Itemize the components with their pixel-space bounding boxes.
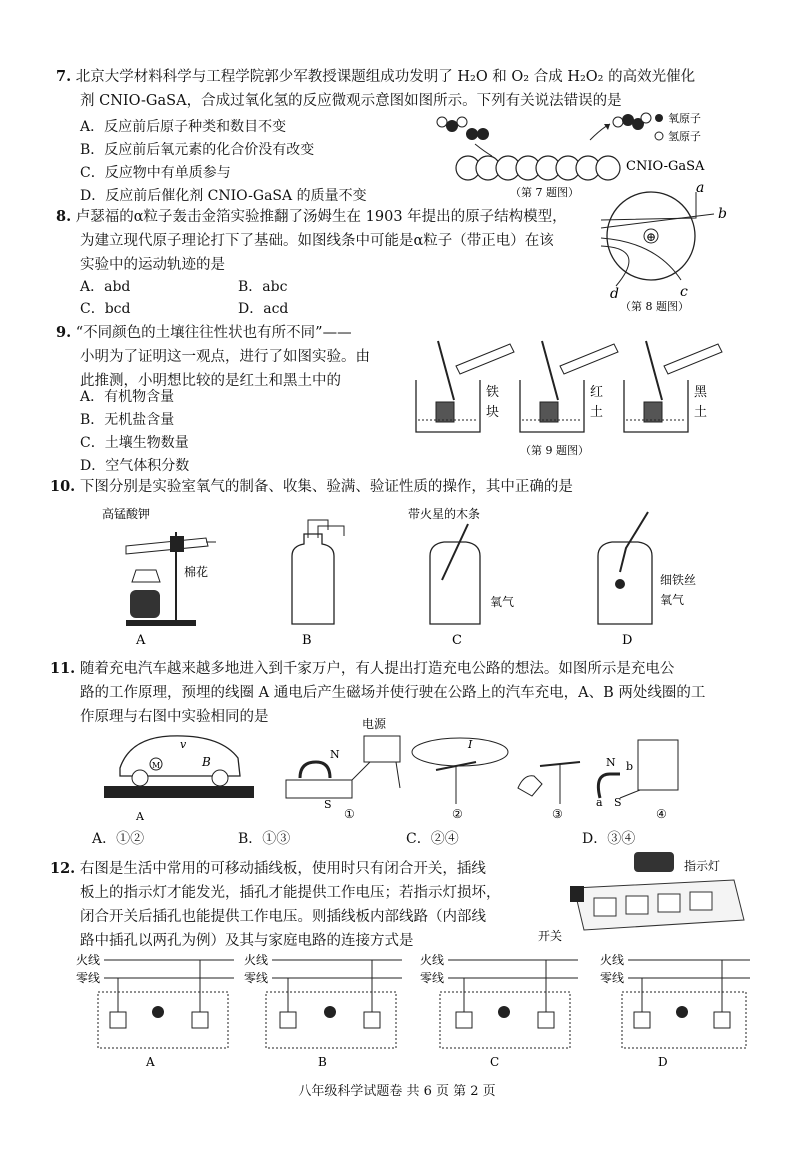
circuit-c <box>420 952 578 1069</box>
q7-line2: 剂 CNIO-GaSA，合成过氧化氢的反应微观示意图如图所示。下列有关说法错误的是 <box>80 93 622 109</box>
legend-o-icon <box>655 114 663 122</box>
label-b2: b <box>626 760 634 773</box>
label-live-b: 火线 <box>244 953 269 967</box>
q11-option-b[interactable]: B．①③ <box>238 831 291 847</box>
q7-option-a[interactable]: A．反应前后原子种类和数目不变 <box>80 119 287 135</box>
q9-figure <box>408 336 738 460</box>
label-live-a: 火线 <box>76 953 101 967</box>
q8-option-c[interactable]: C．bcd <box>80 301 131 317</box>
track-b <box>601 214 714 228</box>
q7-stem <box>56 66 756 88</box>
q7-legend-o: 氧原子 <box>668 112 701 125</box>
apparatus-b <box>292 520 344 648</box>
label-oxygen-d: 氧气 <box>660 593 685 607</box>
q11-option-c[interactable]: C．②④ <box>406 831 459 847</box>
q7-caption: （第 7 题图） <box>510 186 579 199</box>
label-cotton: 棉花 <box>184 565 209 579</box>
label-v: v <box>180 738 187 751</box>
label-neutral-c: 零线 <box>420 971 445 985</box>
label-red-1: 红 <box>590 385 604 400</box>
label-circle-2: ② <box>452 807 463 821</box>
charging-car <box>104 736 254 823</box>
experiment-3 <box>518 762 580 821</box>
track-a <box>601 192 696 220</box>
q11-number: 11. <box>50 660 76 677</box>
label-live-c: 火线 <box>420 953 445 967</box>
q12-stem <box>50 858 550 880</box>
experiment-2 <box>412 738 508 821</box>
label-neutral-b: 零线 <box>244 971 269 985</box>
label-m: M <box>152 761 161 770</box>
label-circuit-b: B <box>318 1055 327 1069</box>
q9-line3: 此推测，小明想比较的是红土和黑土中的 <box>80 373 341 389</box>
label-n1: N <box>330 748 340 761</box>
label-neutral-d: 零线 <box>600 971 625 985</box>
label-switch: 开关 <box>538 929 563 943</box>
label-iron: 细铁丝 <box>660 573 697 587</box>
label-a-coil: A <box>136 810 144 823</box>
label-opt-a: A <box>136 633 146 648</box>
q10-number: 10. <box>50 478 76 495</box>
q7-number: 7. <box>56 68 72 85</box>
q9-caption: （第 9 题图） <box>520 444 589 457</box>
label-circle-4: ④ <box>656 807 667 821</box>
label-s1: S <box>324 798 332 811</box>
label-c: c <box>680 284 688 300</box>
q7-legend-h: 氢原子 <box>668 130 701 143</box>
q7-catalyst-label: CNIO-GaSA <box>626 159 705 174</box>
q12-line3: 闭合开关后插孔也能提供工作电压。则插线板内部线路（内部线 <box>80 909 486 925</box>
q9-number: 9. <box>56 324 72 341</box>
q8-figure <box>596 180 736 320</box>
label-a: a <box>696 180 705 196</box>
circuit-d <box>600 952 750 1069</box>
q9-stem <box>56 322 396 344</box>
label-neutral-a: 零线 <box>76 971 101 985</box>
q12-line1: 右图是生活中常用的可移动插线板，使用时只有闭合开关，插线 <box>79 861 486 877</box>
q10-stem <box>50 476 750 498</box>
label-splint: 带火星的木条 <box>408 507 481 521</box>
q8-option-d[interactable]: D．acd <box>238 301 289 317</box>
label-black-2: 土 <box>694 405 708 420</box>
q11-line2: 路的工作原理，预埋的线圈 A 通电后产生磁场并使行驶在公路上的汽车充电，A、B 两处线圈的工 <box>80 685 706 701</box>
label-current: I <box>468 738 473 751</box>
page-footer: 八年级科学试题卷 共 6 页 第 2 页 <box>298 1084 496 1099</box>
label-b-coil: B <box>202 755 211 769</box>
label-opt-d: D <box>622 633 633 648</box>
label-circuit-c: C <box>490 1055 500 1069</box>
q10-figure <box>96 500 746 650</box>
q11-stem <box>50 658 760 680</box>
q8-option-a[interactable]: A．abd <box>80 279 131 295</box>
q8-option-b[interactable]: B．abc <box>238 279 288 295</box>
beaker-black-soil <box>624 341 722 432</box>
label-a2: a <box>596 796 603 809</box>
q7-option-d[interactable]: D．反应前后催化剂 CNIO-GaSA 的质量不变 <box>80 188 367 204</box>
legend-h-icon <box>655 132 663 140</box>
circuit-b <box>244 952 402 1069</box>
beaker-iron <box>416 341 514 432</box>
beaker-red-soil <box>520 341 618 432</box>
q9-option-b[interactable]: B．无机盐含量 <box>80 412 175 428</box>
apparatus-a <box>102 506 216 648</box>
q7-line1: 北京大学材料科学与工程学院郭少军教授课题组成功发明了 H₂O 和 O₂ 合成 H₂O₂ 的高效光催化 <box>75 69 696 85</box>
label-circle-3: ③ <box>552 807 563 821</box>
q8-stem <box>56 206 596 228</box>
label-opt-c: C <box>452 633 462 648</box>
label-s2: S <box>614 796 622 809</box>
q11-option-d[interactable]: D．③④ <box>582 831 636 847</box>
circuit-a <box>76 952 234 1069</box>
label-n2: N <box>606 756 616 769</box>
q9-option-a[interactable]: A．有机物含量 <box>80 389 175 405</box>
q12-line2: 板上的指示灯才能发光，插孔才能提供工作电压；若指示灯损坏， <box>80 885 501 901</box>
q7-option-c[interactable]: C．反应物中有单质参与 <box>80 165 231 181</box>
q8-number: 8. <box>56 208 72 225</box>
q9-line2: 小明为了证明这一观点，进行了如图实验。由 <box>80 349 370 365</box>
label-live-d: 火线 <box>600 953 625 967</box>
track-d <box>601 246 629 286</box>
label-power: 电源 <box>362 718 387 731</box>
q12-power-strip-figure <box>534 850 754 946</box>
svg-text:⊕: ⊕ <box>646 230 657 244</box>
q9-line1: “不同颜色的土壤往往性状也有所不同”—— <box>75 325 352 341</box>
label-d: d <box>610 286 619 302</box>
apparatus-c <box>408 506 514 648</box>
label-black-1: 黑 <box>694 385 708 400</box>
q12-circuits <box>74 952 754 1070</box>
label-indicator: 指示灯 <box>684 859 721 873</box>
q11-line1: 随着充电汽车越来越多地进入到千家万户，有人提出打造充电公路的想法。如图所示是充电公 <box>79 661 675 677</box>
q7-product-molecule <box>590 113 651 140</box>
q7-reactant-molecules <box>437 117 492 156</box>
q7-catalyst-spheres <box>456 156 620 180</box>
q10-text: 下图分别是实验室氧气的制备、收集、验满、验证性质的操作，其中正确的是 <box>79 479 573 495</box>
q9-option-c[interactable]: C．土壤生物数量 <box>80 435 189 451</box>
label-red-2: 土 <box>590 405 604 420</box>
q9-option-d[interactable]: D．空气体积分数 <box>80 458 190 474</box>
experiment-1 <box>286 718 400 821</box>
q11-option-a[interactable]: A．①② <box>92 831 145 847</box>
q12-line4: 路中插孔以两孔为例）及其与家庭电路的连接方式是 <box>80 933 414 949</box>
label-oxygen-c: 氧气 <box>490 595 515 609</box>
q7-option-b[interactable]: B．反应前后氧元素的化合价没有改变 <box>80 142 315 158</box>
label-iron-1: 铁 <box>486 385 500 400</box>
q8-line2: 为建立现代原子理论打下了基础。如图线条中可能是α粒子（带正电）在该 <box>80 233 554 249</box>
label-kmno4: 高锰酸钾 <box>102 507 151 521</box>
q8-line3: 实验中的运动轨迹的是 <box>80 257 225 273</box>
experiment-4 <box>596 740 678 821</box>
q8-line1: 卢瑟福的α粒子轰击金箔实验推翻了汤姆生在 1903 年提出的原子结构模型， <box>75 209 567 225</box>
apparatus-d <box>598 512 696 648</box>
label-opt-b: B <box>302 633 312 648</box>
label-circle-1: ① <box>344 807 355 821</box>
label-b: b <box>718 206 727 222</box>
label-circuit-d: D <box>658 1055 668 1069</box>
q11-figure <box>100 718 740 824</box>
q8-caption: （第 8 题图） <box>620 300 689 313</box>
label-circuit-a: A <box>146 1055 155 1069</box>
q12-number: 12. <box>50 860 76 877</box>
label-iron-2: 块 <box>486 405 500 420</box>
q11-line3: 作原理与右图中实验相同的是 <box>80 709 269 725</box>
